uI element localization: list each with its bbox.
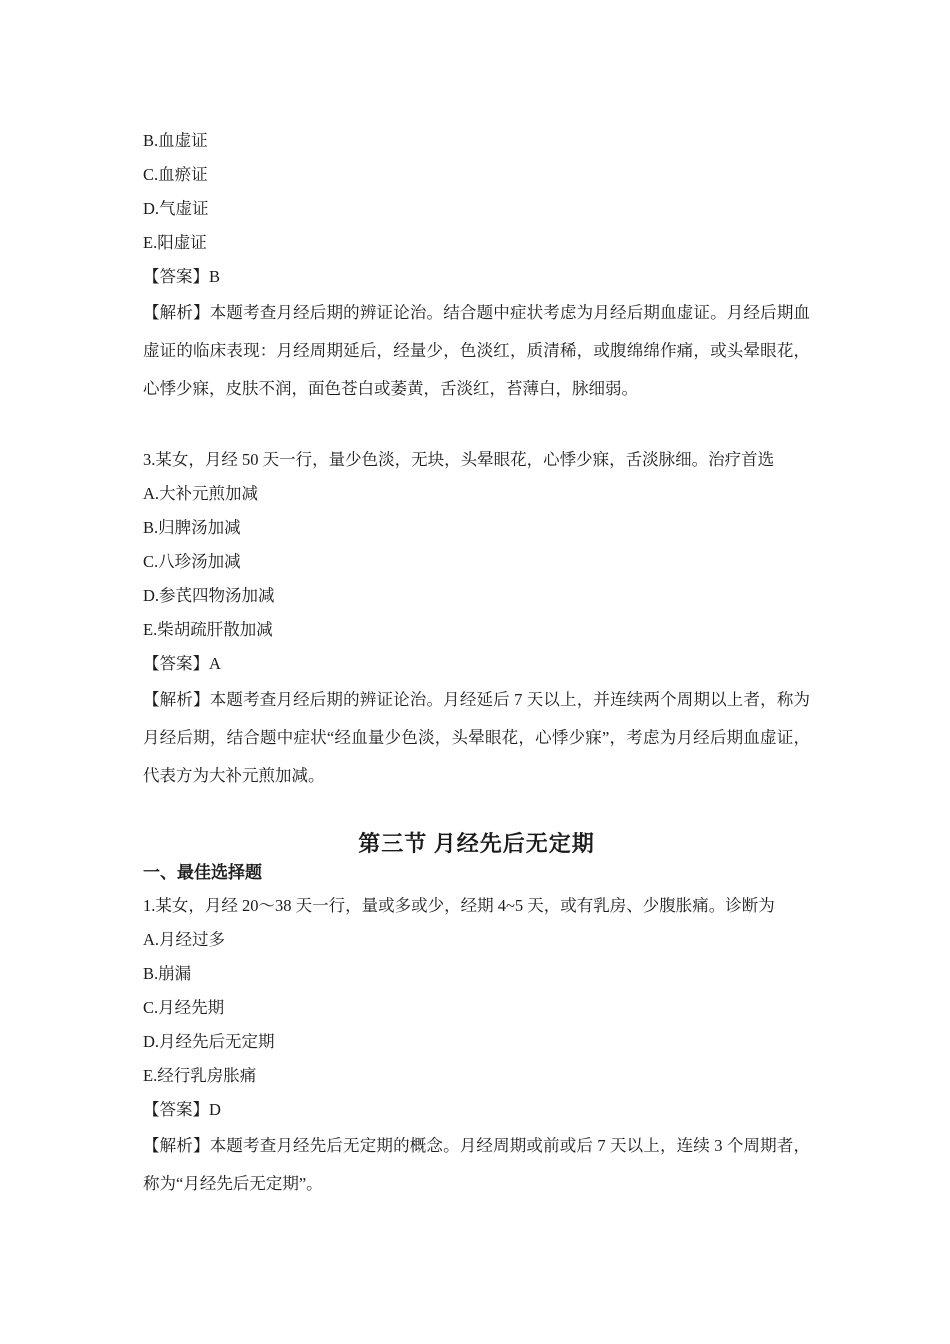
s3q1-option-d: D.月经先后无定期 (143, 1032, 275, 1051)
s3q1-answer-line (143, 1093, 810, 1127)
s3q1-stem: 1.某女，月经 20～38 天一行，量或多或少，经期 4~5 天，或有乳房、少腹胀痛。诊断为 (143, 896, 775, 915)
q3-option-e: E.柴胡疏肝散加减 (143, 620, 273, 639)
s3q1-answer-label: 【答案】 (143, 1100, 209, 1119)
s3q1-answer-value: D (209, 1100, 221, 1119)
q3-stem: 3.某女，月经 50 天一行，量少色淡，无块，头晕眼花，心悸少寐，舌淡脉细。治疗首选 (143, 450, 775, 469)
q3-answer-value: A (209, 654, 221, 673)
q2-analysis (143, 294, 810, 408)
q2-option-e: E.阳虚证 (143, 233, 207, 252)
q3-analysis-text: 本题考查月经后期的辨证论治。月经延后 7 天以上，并连续两个周期以上者，称为月经后期，结合题中症状“经血量少色淡，头晕眼花，心悸少寐”，考虑为月经后期血虚证，代表方为大补元煎加减。 (143, 690, 811, 785)
q2-analysis-text: 本题考查月经后期的辨证论治。结合题中症状考虑为月经后期血虚证。月经后期血虚证的临床表现：月经周期延后，经量少，色淡红，质清稀，或腹绵绵作痛，或头晕眼花，心悸少寐，皮肤不润，面色苍白或萎黄，舌淡红，苔薄白，脉细弱。 (143, 303, 811, 398)
q2-option-d: D.气虚证 (143, 199, 209, 218)
q3-option-c: C.八珍汤加减 (143, 552, 241, 571)
q3-option-a: A.大补元煎加减 (143, 484, 259, 503)
q2-answer-label: 【答案】 (143, 267, 209, 286)
q2-answer-line (143, 260, 810, 294)
s3q1-option-e: E.经行乳房胀痛 (143, 1066, 257, 1085)
q3-analysis-label: 【解析】 (143, 690, 210, 709)
q2-option-b: B.血虚证 (143, 131, 208, 150)
section3-title: 第三节 月经先后无定期 (358, 831, 595, 856)
q3-answer-line (143, 647, 810, 681)
q3-option-b: B.归脾汤加减 (143, 518, 241, 537)
q3-option-d: D.参芪四物汤加减 (143, 586, 275, 605)
s3q1-analysis (143, 1127, 810, 1203)
q3-answer-label: 【答案】 (143, 654, 209, 673)
section3-subsection-heading: 一、最佳选择题 (143, 863, 262, 882)
s3q1-analysis-text: 本题考查月经先后无定期的概念。月经周期或前或后 7 天以上，连续 3 个周期者，称为“月经先后无定期”。 (143, 1136, 811, 1193)
q2-analysis-label: 【解析】 (143, 303, 210, 322)
s3q1-analysis-label: 【解析】 (143, 1136, 210, 1155)
s3q1-option-a: A.月经过多 (143, 930, 226, 949)
q2-answer-value: B (209, 267, 221, 286)
q3-analysis (143, 681, 810, 795)
s3q1-option-b: B.崩漏 (143, 964, 192, 983)
q2-option-c: C.血瘀证 (143, 165, 208, 184)
s3q1-option-c: C.月经先期 (143, 998, 225, 1017)
